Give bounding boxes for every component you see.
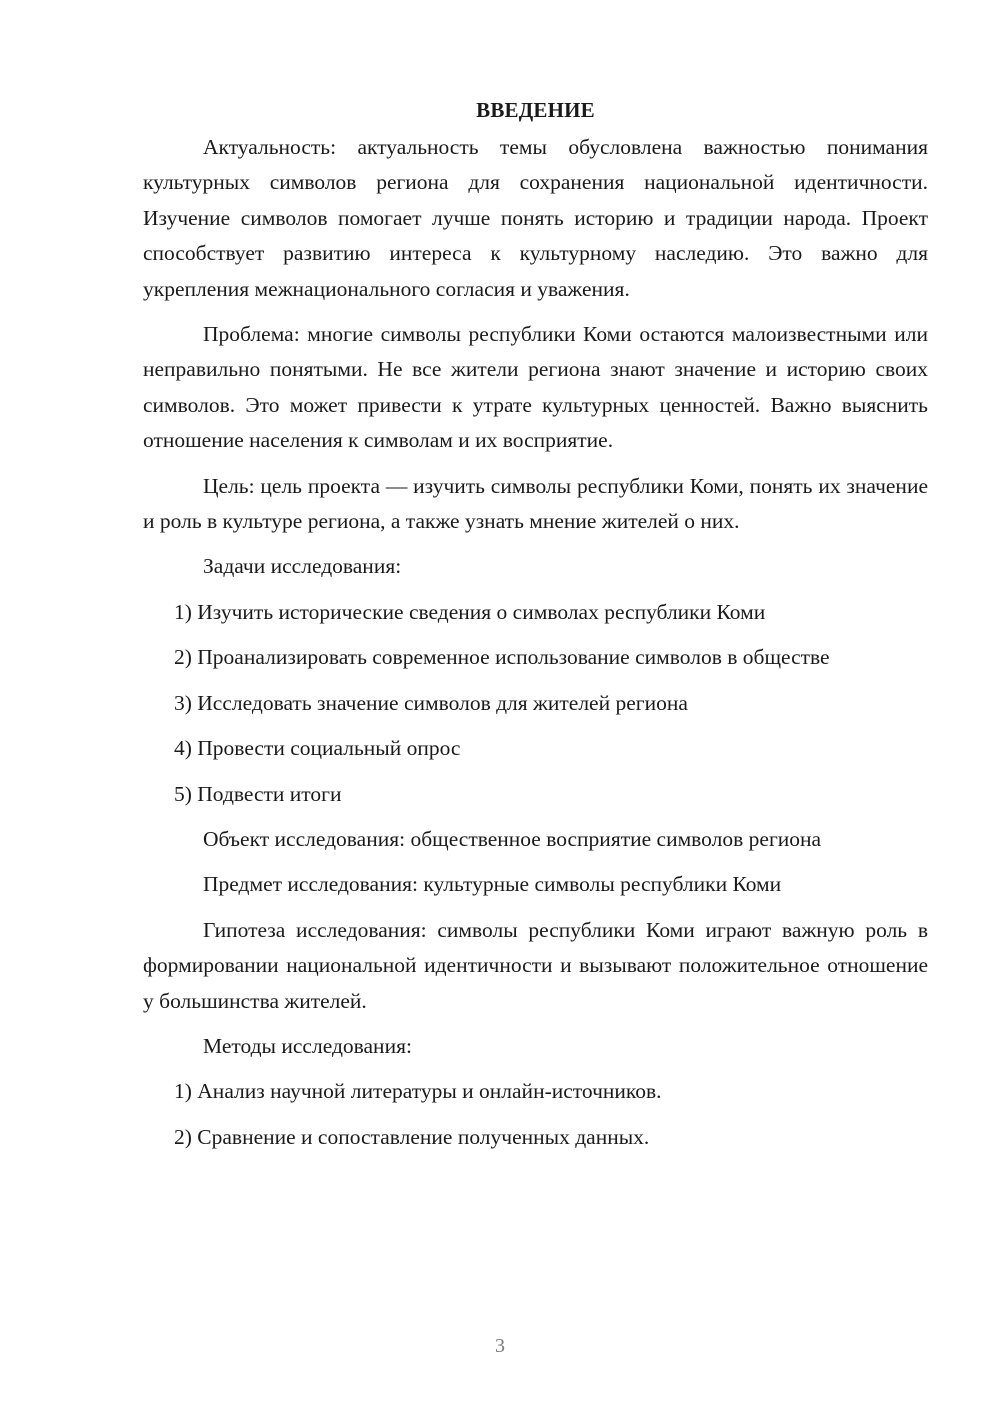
method-item-2: 2) Сравнение и сопоставление полученных данных. [174, 1124, 650, 1149]
task-item-4: 4) Провести социальный опрос [174, 736, 461, 761]
problem-paragraph: Проблема: многие символы республики Коми остаются малоизвестными или неправильно понятыми. Не все жители региона знают значение и историю своих символов. Это может привести к утрате культурных ценностей. Важно выяснить отношение населения к символам и их восприятие. [143, 322, 928, 453]
hypothesis-paragraph: Гипотеза исследования: символы республики Коми играют важную роль в формировании национальной идентичности и вызывают положительное отношение у большинства жителей. [143, 917, 928, 1013]
page-number: 3 [495, 1335, 505, 1357]
goal-paragraph: Цель: цель проекта — изучить символы республики Коми, понять их значение и роль в культуре региона, а также узнать мнение жителей о них. [143, 473, 928, 534]
task-item-3: 3) Исследовать значение символов для жителей региона [174, 690, 688, 715]
task-item-2: 2) Проанализировать современное использование символов в обществе [174, 645, 830, 670]
object-paragraph: Объект исследования: общественное восприятие символов региона [203, 826, 822, 851]
subject-paragraph: Предмет исследования: культурные символы республики Коми [203, 872, 782, 897]
section-title: ВВЕДЕНИЕ [476, 98, 595, 122]
method-item-1: 1) Анализ научной литературы и онлайн-источников. [174, 1079, 662, 1104]
tasks-heading: Задачи исследования: [203, 554, 402, 579]
task-item-1: 1) Изучить исторические сведения о символах республики Коми [174, 599, 766, 624]
methods-heading: Методы исследования: [203, 1033, 412, 1058]
task-item-5: 5) Подвести итоги [174, 781, 342, 806]
document-page [143, 90, 928, 1155]
relevance-paragraph: Актуальность: актуальность темы обусловлена важностью понимания культурных символов региона для сохранения национальной идентичности. Изучение символов помогает лучше понять историю и традиции народа. Проект способствует развитию интереса к культурному наследию. Это важно для укрепления межнационального согласия и уважения. [143, 135, 928, 301]
